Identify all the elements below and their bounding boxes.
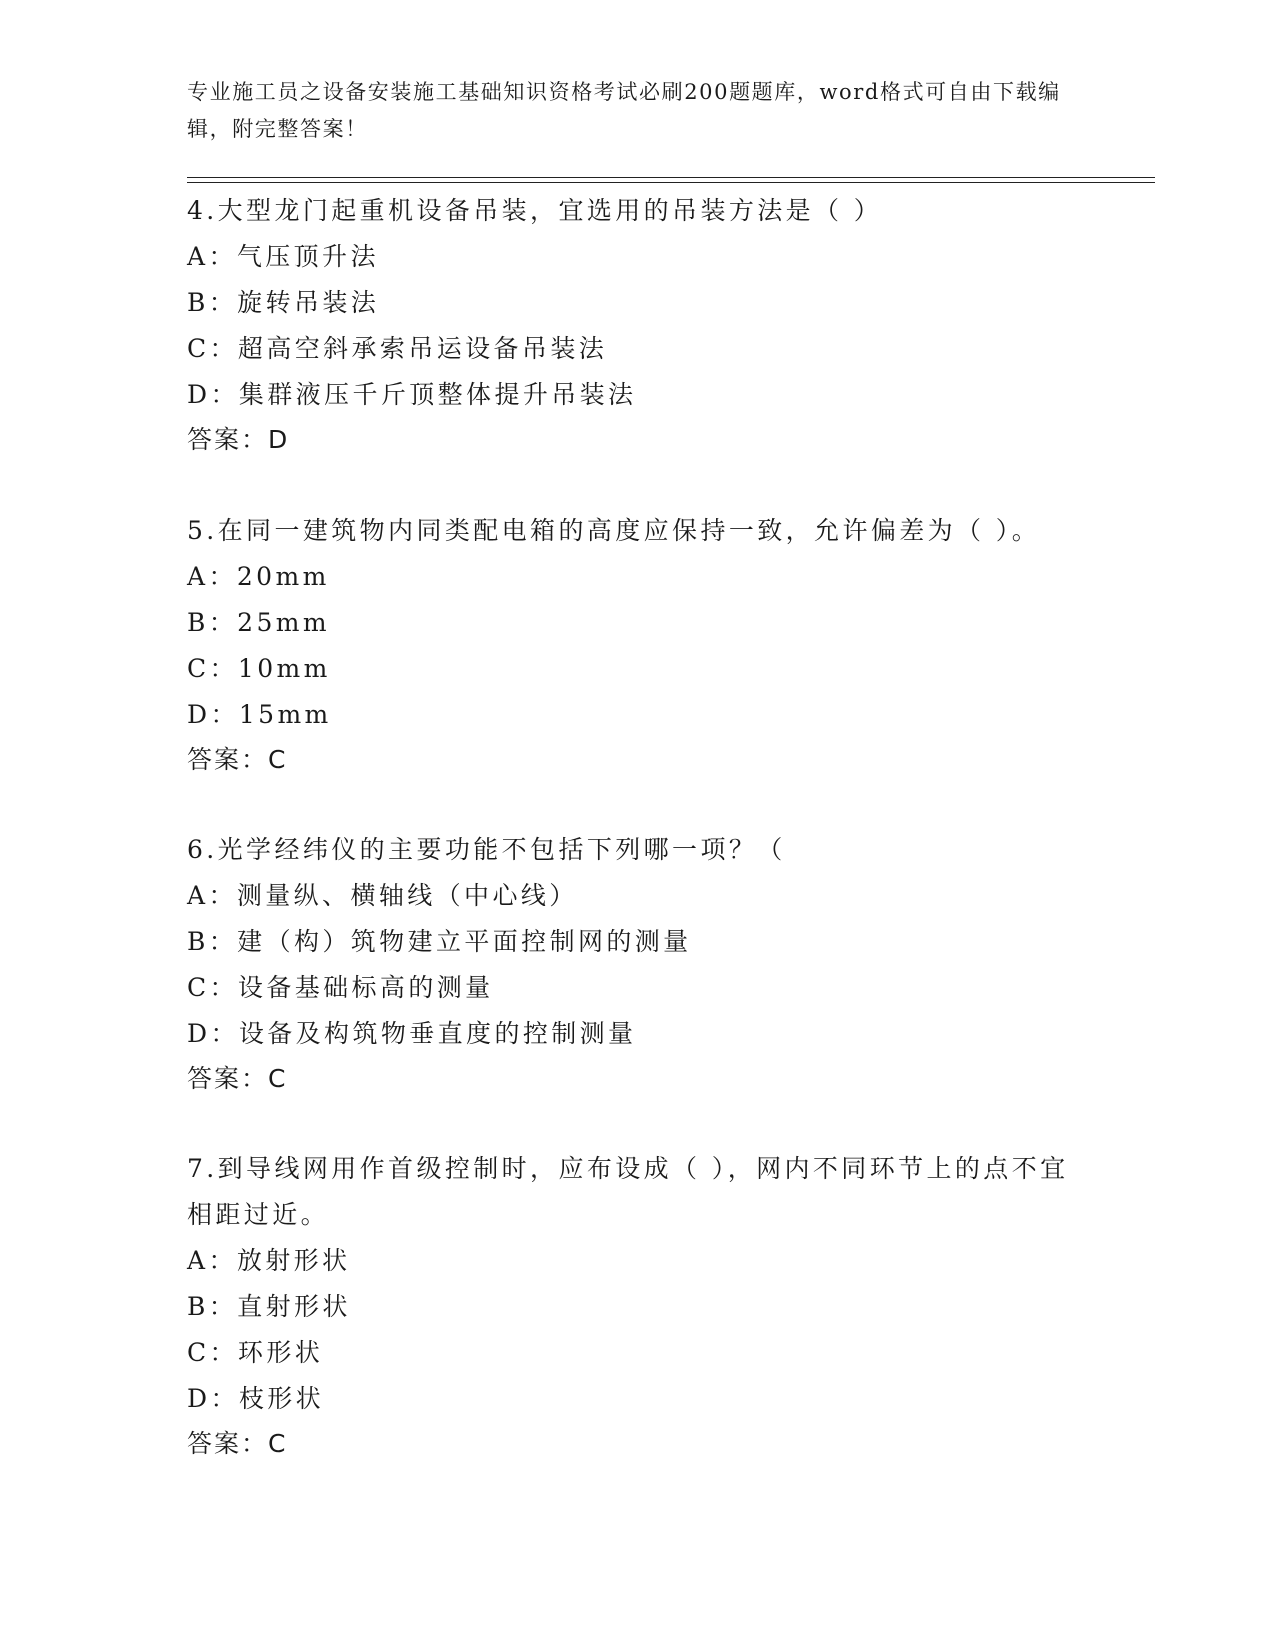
option-b: B：旋转吊装法 <box>187 288 380 317</box>
answer-line: 答案：C <box>187 745 288 774</box>
header-divider-bottom <box>187 182 1155 183</box>
option-d: D：集群液压千斤顶整体提升吊装法 <box>187 380 637 409</box>
question-block <box>187 188 1087 462</box>
option-a: A：测量纵、横轴线（中心线） <box>187 881 578 910</box>
header-divider-top <box>187 177 1155 178</box>
question-stem: 5.在同一建筑物内同类配电箱的高度应保持一致，允许偏差为（ ）。 <box>187 516 1041 545</box>
option-a: A：20mm <box>187 562 330 591</box>
option-b: B：建（构）筑物建立平面控制网的测量 <box>187 927 692 956</box>
question-stem: 6.光学经纬仪的主要功能不包括下列哪一项？（ <box>187 835 786 864</box>
option-b: B：25mm <box>187 608 330 637</box>
option-d: D：枝形状 <box>187 1384 325 1413</box>
question-block <box>187 1146 1087 1466</box>
question-stem: 7.到导线网用作首级控制时，应布设成（ ），网内不同环节上的点不宜相距过近。 <box>187 1154 1069 1229</box>
option-d: D：设备及构筑物垂直度的控制测量 <box>187 1019 637 1048</box>
answer-line: 答案：D <box>187 425 290 454</box>
option-c: C：10mm <box>187 654 331 683</box>
option-c: C：超高空斜承索吊运设备吊装法 <box>187 334 608 363</box>
answer-line: 答案：C <box>187 1064 288 1093</box>
answer-line: 答案：C <box>187 1429 288 1458</box>
question-block <box>187 827 1087 1101</box>
question-block <box>187 508 1087 782</box>
option-c: C：环形状 <box>187 1338 324 1367</box>
option-b: B：直射形状 <box>187 1292 351 1321</box>
question-stem: 4.大型龙门起重机设备吊装，宜选用的吊装方法是（ ） <box>187 196 883 225</box>
option-c: C：设备基础标高的测量 <box>187 973 494 1002</box>
option-d: D：15mm <box>187 700 332 729</box>
option-a: A：放射形状 <box>187 1246 351 1275</box>
document-header: 专业施工员之设备安装施工基础知识资格考试必刷200题题库，word格式可自由下载编辑，附完整答案！ <box>187 80 1061 141</box>
option-a: A：气压顶升法 <box>187 242 379 271</box>
